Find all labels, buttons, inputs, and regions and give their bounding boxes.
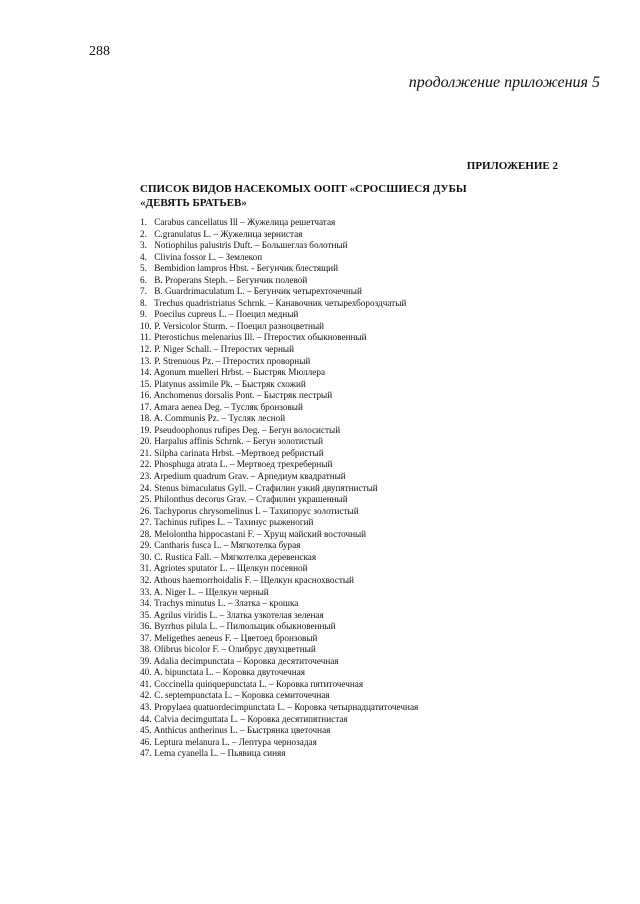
- list-item: [140, 309, 418, 321]
- list-item-text: C. Rustica Fall. – Мягкотелка деревенская: [154, 551, 317, 562]
- list-item-number: 20.: [140, 436, 152, 447]
- list-item-number: 14.: [140, 367, 152, 378]
- list-item-number: 44.: [140, 713, 152, 724]
- list-item: [140, 240, 418, 252]
- list-item-text: Melolontha hippocastani F. – Хрущ майский восточный: [154, 528, 367, 539]
- list-item-number: 27.: [140, 517, 152, 528]
- list-item-text: Pterostichus melenarius Ill. – Птеростих обыкновенный: [154, 332, 367, 343]
- list-item-text: P. Niger Schall. – Птеростих черный: [154, 344, 294, 355]
- list-item-text: Tachinus rufipes L. – Тахинус рыженогий: [154, 517, 314, 528]
- list-item-number: 19.: [140, 424, 152, 435]
- list-item: [140, 275, 418, 287]
- species-list: [140, 217, 418, 760]
- list-item-number: 38.: [140, 644, 152, 655]
- list-item-text: Propylaea quatuordecimpunctata L. – Коровка четырнадцатиточечная: [154, 701, 419, 712]
- list-item-text: B. Guardrimaculatum L. – Бегунчик четырехточечный: [154, 286, 362, 297]
- list-item: [140, 494, 418, 506]
- list-item: [140, 448, 418, 460]
- list-item-number: 17.: [140, 401, 152, 412]
- list-item-number: 32.: [140, 574, 152, 585]
- list-item-number: 16.: [140, 390, 152, 401]
- list-item-text: Leptura melanura L. – Лептура чернозадая: [154, 736, 317, 747]
- list-item-number: 2.: [140, 228, 147, 239]
- list-item: [140, 217, 418, 229]
- list-item: [140, 633, 418, 645]
- list-item-text: Arpedium quadrum Grav. – Арпедиум квадратный: [153, 471, 346, 482]
- list-item: [140, 344, 418, 356]
- list-item: [140, 321, 418, 333]
- list-item-number: 12.: [140, 344, 152, 355]
- list-item-text: Phosphuga atrata L. – Мертвоед трехреберный: [154, 459, 333, 470]
- list-item: [140, 563, 418, 575]
- list-item: [140, 517, 418, 529]
- list-item: [140, 656, 418, 668]
- list-item: [140, 587, 418, 599]
- list-item-text: A. bipunctata L. – Коровка двуточечная: [153, 667, 306, 678]
- list-item-text: Byrrhus pilula L. – Пилюльщик обыкновенный: [154, 621, 336, 632]
- list-item-text: Calvia decimguttata L. – Коровка десятипятнистая: [154, 713, 348, 724]
- list-item: [140, 529, 418, 541]
- list-item-text: Olibrus bicolor F. – Олибрус двухцветный: [154, 644, 316, 655]
- list-item-text: A. Communis Pz. – Тусляк лесной: [153, 413, 286, 424]
- list-item-number: 47.: [140, 748, 152, 759]
- list-item-text: Pseudoophonus rufipes Deg. – Бегун волосистый: [154, 424, 341, 435]
- list-item-number: 37.: [140, 632, 152, 643]
- list-item: [140, 610, 418, 622]
- list-item: [140, 575, 418, 587]
- list-item: [140, 379, 418, 391]
- list-item-number: 39.: [140, 655, 152, 666]
- list-item: [140, 471, 418, 483]
- list-item-text: Amara aenea Deg. – Тусляк бронзовый: [153, 401, 303, 412]
- list-item-number: 35.: [140, 609, 152, 620]
- list-item-number: 13.: [140, 355, 152, 366]
- list-item: [140, 714, 418, 726]
- list-item: [140, 506, 418, 518]
- list-item: [140, 748, 418, 760]
- list-item: [140, 737, 418, 749]
- list-item-number: 46.: [140, 736, 152, 747]
- list-item-text: Tachyporus chrysomelinus L – Тахипорус золотистый: [154, 505, 359, 516]
- list-item: [140, 356, 418, 368]
- list-item: [140, 644, 418, 656]
- list-item-text: Platynus assimile Pk. – Быстряк схожий: [154, 378, 306, 389]
- list-item-number: 5.: [140, 263, 147, 274]
- list-item-number: 3.: [140, 240, 147, 251]
- list-item-text: Philonthus decorus Grav. – Стафилин украшенный: [154, 494, 348, 505]
- list-item: [140, 552, 418, 564]
- list-item: [140, 702, 418, 714]
- list-item-text: P. Versicolor Sturm. – Поецил разноцветный: [154, 320, 325, 331]
- list-item-text: C. septempunctata L. – Коровка семиточечная: [154, 690, 330, 701]
- list-item-number: 1.: [140, 217, 147, 227]
- list-item: [140, 598, 418, 610]
- list-item-number: 34.: [140, 598, 152, 609]
- list-item-number: 30.: [140, 551, 152, 562]
- list-item-number: 6.: [140, 274, 147, 285]
- list-item-text: B. Properans Steph. – Бегунчик полевой: [154, 274, 308, 285]
- list-item: [140, 483, 418, 495]
- list-item-text: Trachys minutus L. – Златка – крошка: [154, 598, 299, 609]
- list-item-number: 28.: [140, 528, 152, 539]
- list-item-text: Clivina fossor L. – Землекоп: [154, 251, 263, 262]
- list-item: [140, 298, 418, 310]
- list-item: [140, 679, 418, 691]
- list-item-number: 24.: [140, 482, 152, 493]
- list-item: [140, 229, 418, 241]
- list-item: [140, 621, 418, 633]
- list-item-text: Agonum muelleri Hrbst. – Быстряк Мюллера: [153, 367, 326, 378]
- list-item-text: Lema cyanella L. – Пьявица синяя: [154, 748, 286, 759]
- list-item-number: 25.: [140, 494, 152, 505]
- list-item-text: Agrilus viridis L. – Златка узкотелая зеленая: [153, 609, 324, 620]
- list-item: [140, 402, 418, 414]
- list-item-text: Stenus bimaculatus Gyll. – Стафилин узкий двупятнистый: [154, 482, 378, 493]
- list-item-text: Anchomenus dorsalis Pont. – Быстряк пестрый: [153, 390, 333, 401]
- list-item-number: 36.: [140, 621, 152, 632]
- list-item-number: 10.: [140, 320, 152, 331]
- list-item-number: 23.: [140, 471, 152, 482]
- list-item-number: 9.: [140, 309, 147, 320]
- list-item: [140, 286, 418, 298]
- list-item-text: Trechus quadristriatus Schrnk. – Канавочник четырехбороздчатый: [154, 297, 407, 308]
- list-item-number: 40.: [140, 667, 152, 678]
- list-item: [140, 540, 418, 552]
- list-item-number: 7.: [140, 286, 147, 297]
- list-item-text: Adalia decimpunctata – Коровка десятиточечная: [153, 655, 339, 666]
- list-item: [140, 667, 418, 679]
- list-item-number: 21.: [140, 447, 152, 458]
- list-item: [140, 263, 418, 275]
- list-item-number: 45.: [140, 725, 152, 736]
- list-item-number: 33.: [140, 586, 152, 597]
- list-item-number: 29.: [140, 540, 152, 551]
- list-item-text: A. Niger L. – Щелкун черный: [153, 586, 269, 597]
- list-item: [140, 252, 418, 264]
- list-item-number: 15.: [140, 378, 152, 389]
- list-item-number: 22.: [140, 459, 152, 470]
- list-item-text: Cantharis fusca L. – Мягкотелка бурая: [154, 540, 301, 551]
- list-item-number: 43.: [140, 701, 152, 712]
- list-item-number: 42.: [140, 690, 152, 701]
- list-title: СПИСОК ВИДОВ НАСЕКОМЫХ ООПТ «СРОСШИЕСЯ ДУБЫ «ДЕВЯТЬ БРАТЬЕВ»: [140, 183, 467, 209]
- list-item: [140, 390, 418, 402]
- appendix-label: ПРИЛОЖЕНИЕ 2: [466, 160, 558, 172]
- list-item-text: C.granulatus L. – Жужелица зернистая: [154, 228, 303, 239]
- page-number: 288: [89, 44, 110, 59]
- list-item-text: Athous haemorrhoidalis F. – Щелкун краснохвостый: [153, 574, 354, 585]
- list-item-text: P. Strenuous Pz. – Птеростих проворный: [154, 355, 311, 366]
- list-item-text: Silpha carinata Hrbst. –Мертвоед ребристый: [154, 447, 324, 458]
- list-item: [140, 413, 418, 425]
- list-item: [140, 459, 418, 471]
- list-item: [140, 725, 418, 737]
- list-item-text: Meligethes aeneus F. – Цветоед бронзовый: [154, 632, 318, 643]
- list-item-number: 41.: [140, 678, 152, 689]
- list-item-text: Agriotes sputator L. – Щелкун посевной: [153, 563, 308, 574]
- list-item-text: Bembidion lampros Hbst. - Бегунчик блестящий: [154, 263, 339, 274]
- list-item-text: Carabus cancellatus Ill – Жужелица решетчатая: [154, 217, 336, 227]
- list-item-number: 11.: [140, 332, 152, 343]
- list-item-number: 8.: [140, 297, 147, 308]
- continuation-heading: продолжение приложения 5: [408, 74, 600, 91]
- list-item-number: 4.: [140, 251, 147, 262]
- list-item: [140, 436, 418, 448]
- list-item-number: 18.: [140, 413, 152, 424]
- list-item: [140, 690, 418, 702]
- list-item-number: 26.: [140, 505, 152, 516]
- list-item-text: Anthicus antherinus L. – Быстрянка цветочная: [153, 725, 331, 736]
- list-item-text: Poecilus cupreus L. – Поецил медный: [154, 309, 299, 320]
- list-item: [140, 367, 418, 379]
- list-item: [140, 425, 418, 437]
- list-item-text: Harpalus affinis Schrnk. – Бегун золотистый: [154, 436, 324, 447]
- list-item-text: Notiophilus palustris Duft. – Большеглаз болотный: [154, 240, 348, 251]
- list-item: [140, 332, 418, 344]
- list-item-text: Coccinella quinquepunctata L. – Коровка пятиточечная: [154, 678, 364, 689]
- list-item-number: 31.: [140, 563, 152, 574]
